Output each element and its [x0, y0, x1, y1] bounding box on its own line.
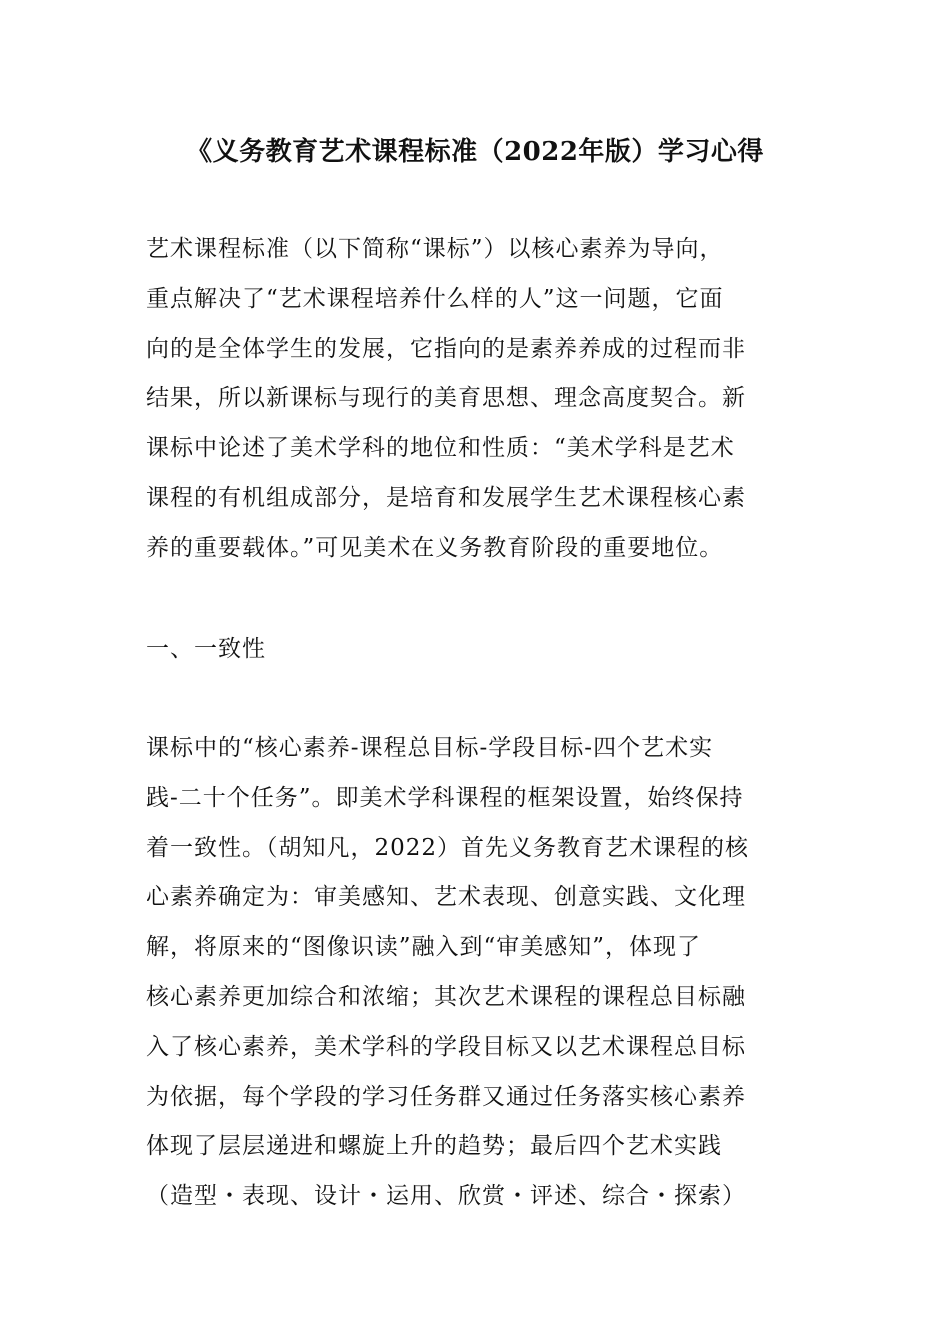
paragraph-line: 核心素养更加综合和浓缩；其次艺术课程的课程总目标融: [146, 983, 746, 1010]
paragraph-line: （造型・表现、设计・运用、欣赏・评述、综合・探索）: [146, 1183, 746, 1210]
paragraph-line: 艺术课程标准（以下简称“课标”）以核心素养为导向，: [146, 236, 724, 262]
consistency-paragraph: [146, 724, 808, 1222]
paragraph-line: 重点解决了“艺术课程培养什么样的人”这一问题，它面: [146, 285, 724, 312]
paragraph-line: 解，将原来的“图像识读”融入到“审美感知”，体现了: [146, 934, 702, 961]
paragraph-line: 课标中的“核心素养-课程总目标-学段目标-四个艺术实: [146, 735, 714, 761]
paragraph-line: 课程的有机组成部分，是培育和发展学生艺术课程核心素: [146, 484, 746, 511]
paragraph-line: 为依据，每个学段的学习任务群又通过任务落实核心素养: [146, 1083, 746, 1110]
section-heading: [146, 625, 808, 675]
paragraph-line: 课标中论述了美术学科的地位和性质：“美术学科是艺术: [146, 435, 735, 462]
paragraph-line: 向的是全体学生的发展，它指向的是素养养成的过程而非: [146, 335, 746, 362]
paragraph-line: 着一致性。（胡知凡，2022）首先义务教育艺术课程的核: [146, 834, 750, 861]
intro-paragraph: [146, 225, 808, 574]
document-title: 《义务教育艺术课程标准（2022年版）学习心得: [186, 137, 764, 167]
paragraph-line: 践-二十个任务”。即美术学科课程的框架设置，始终保持: [146, 784, 744, 811]
paragraph-line: 养的重要载体。”可见美术在义务教育阶段的重要地位。: [146, 534, 724, 561]
section-heading-text: 一、一致性: [146, 636, 266, 662]
paragraph-line: 结果，所以新课标与现行的美育思想、理念高度契合。新: [146, 385, 746, 412]
paragraph-line: 心素养确定为：审美感知、艺术表现、创意实践、文化理: [146, 884, 746, 911]
paragraph-line: 体现了层层递进和螺旋上升的趋势；最后四个艺术实践: [146, 1133, 722, 1160]
paragraph-line: 入了核心素养，美术学科的学段目标又以艺术课程总目标: [146, 1033, 746, 1060]
